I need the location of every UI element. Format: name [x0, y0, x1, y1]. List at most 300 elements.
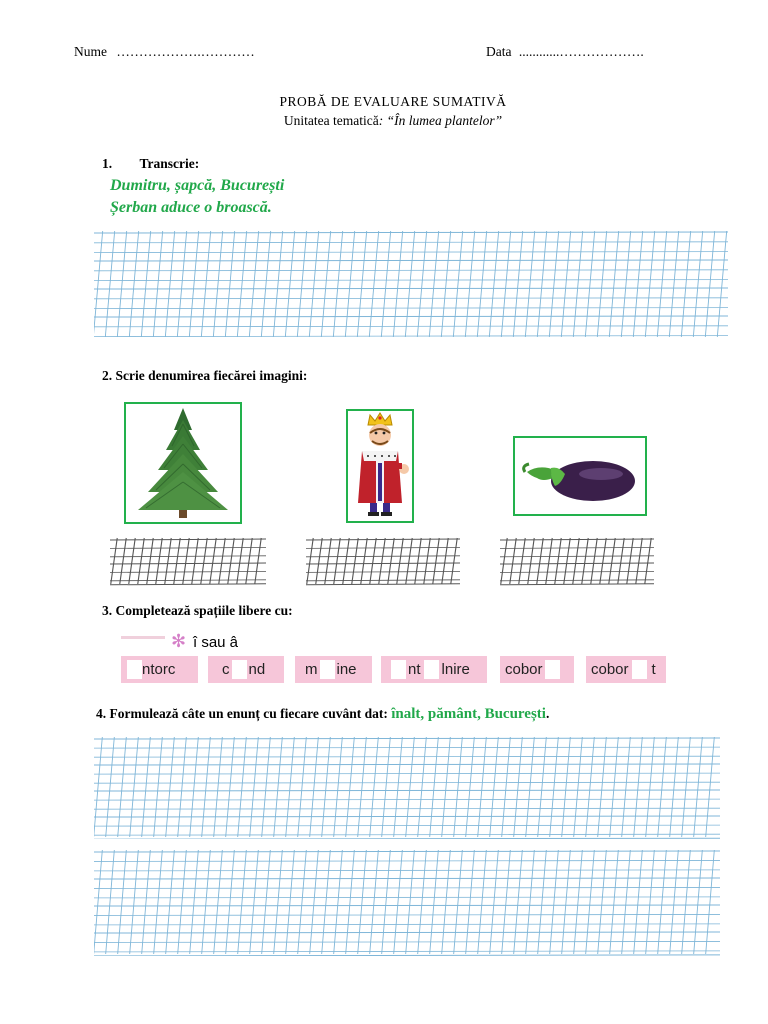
ruling-line: [645, 538, 651, 584]
ruling-line: [478, 850, 487, 954]
ruling-line: [156, 538, 162, 584]
ruling-line: [352, 538, 358, 584]
ruling-line: [226, 850, 235, 954]
ruling-line: [110, 571, 266, 572]
ruling-line: [555, 538, 561, 584]
ruling-line: [110, 580, 266, 581]
eggplant-image-frame: [513, 436, 647, 516]
ruling-line: [94, 870, 720, 871]
ruling-line: [297, 231, 306, 337]
ruling-line: [681, 231, 690, 337]
ruling-line: [202, 850, 211, 954]
ruling-line: [201, 538, 207, 584]
ruling-line: [117, 231, 126, 337]
ruling-line: [94, 799, 720, 800]
blank-field[interactable]: [632, 660, 647, 679]
ruling-line: [693, 231, 702, 337]
blank-field[interactable]: [232, 660, 247, 679]
word-part: lnire: [441, 661, 470, 678]
ruling-line: [562, 850, 571, 954]
ruling-line: [120, 538, 126, 584]
ruling-line: [369, 231, 378, 337]
ruling-line: [621, 231, 630, 337]
ruling-lines: [110, 536, 266, 586]
ruling-line: [597, 231, 606, 337]
q2-writing-lines-king[interactable]: [306, 536, 460, 586]
ruling-line: [249, 231, 258, 337]
ruling-line: [477, 231, 486, 337]
ruling-line: [358, 737, 367, 837]
ruling-line: [307, 538, 313, 584]
ruling-line: [706, 850, 715, 954]
ruling-line: [415, 538, 421, 584]
ruling-line: [178, 737, 187, 837]
ruling-line: [634, 850, 643, 954]
ruling-line: [514, 850, 523, 954]
ruling-line: [406, 737, 415, 837]
ruling-line: [573, 231, 582, 337]
ruling-line: [574, 850, 583, 954]
word-chip-3: [295, 656, 372, 683]
ruling-line: [334, 538, 340, 584]
subtitle-theme: : “În lumea plantelor”: [378, 113, 503, 128]
ruling-line: [166, 850, 175, 954]
q4-writing-lines-1[interactable]: [94, 735, 720, 839]
ruling-line: [622, 737, 631, 837]
ruling-line: [154, 737, 163, 837]
ruling-line: [129, 231, 138, 337]
ruling-line: [214, 737, 223, 837]
ruling-line: [694, 850, 703, 954]
ruling-line: [118, 850, 127, 954]
ruling-line: [394, 850, 403, 954]
ruling-line: [94, 242, 728, 243]
ruling-line: [465, 231, 474, 337]
ruling-line: [129, 538, 135, 584]
word-part: cobor: [505, 661, 543, 678]
ruling-line: [562, 737, 571, 837]
ruling-line: [609, 538, 615, 584]
blank-field[interactable]: [545, 660, 560, 679]
ruling-line: [490, 737, 499, 837]
ruling-line: [94, 260, 728, 261]
ruling-line: [94, 878, 720, 879]
ruling-line: [633, 231, 642, 337]
ruling-line: [500, 571, 654, 572]
word-chip-5: [500, 656, 574, 683]
ruling-line: [586, 737, 595, 837]
ruling-line: [94, 298, 728, 299]
ruling-line: [600, 538, 606, 584]
ruling-line: [309, 231, 318, 337]
ruling-line: [213, 231, 222, 337]
ruling-line: [406, 538, 412, 584]
ruling-line: [94, 838, 720, 839]
ruling-line: [478, 737, 487, 837]
ruling-line: [94, 231, 103, 337]
ruling-lines: [306, 536, 460, 586]
q1-text-line-2: Șerban aduce o broască.: [110, 199, 272, 216]
ruling-line: [382, 850, 391, 954]
ruling-line: [433, 538, 439, 584]
word-part: m: [305, 661, 318, 678]
ruling-line: [141, 231, 150, 337]
ruling-line: [489, 231, 498, 337]
ruling-line: [598, 850, 607, 954]
ruling-line: [346, 737, 355, 837]
ruling-line: [598, 737, 607, 837]
ruling-line: [706, 737, 715, 837]
ruling-line: [94, 252, 728, 253]
ruling-line: [646, 737, 655, 837]
fir-tree-image-frame: [124, 402, 242, 524]
ruling-line: [537, 231, 546, 337]
ruling-line: [306, 547, 460, 548]
q2-heading: 2. Scrie denumirea fiecărei imagini:: [102, 368, 308, 383]
ruling-line: [519, 538, 525, 584]
page-title: PROBĂ DE EVALUARE SUMATIVĂ: [279, 94, 507, 109]
ruling-line: [513, 231, 522, 337]
ruling-line: [226, 737, 235, 837]
ruling-line: [321, 231, 330, 337]
ruling-line: [502, 850, 511, 954]
ruling-line: [466, 850, 475, 954]
ruling-line: [190, 850, 199, 954]
ruling-line: [453, 231, 462, 337]
ruling-line: [424, 538, 430, 584]
ruling-line: [334, 737, 343, 837]
ruling-line: [500, 539, 654, 540]
ruling-line: [306, 571, 460, 572]
ruling-line: [379, 538, 385, 584]
ruling-line: [177, 231, 186, 337]
ruling-line: [106, 737, 115, 837]
q1-heading: [102, 156, 199, 172]
subtitle-prefix: Unitatea tematică: [283, 113, 379, 128]
q2-writing-lines-eggplant[interactable]: [500, 536, 654, 586]
ruling-line: [111, 538, 117, 584]
ruling-line: [561, 231, 570, 337]
ruling-line: [658, 737, 667, 837]
ruling-lines: [94, 735, 720, 839]
ruling-line: [582, 538, 588, 584]
ruling-line: [586, 850, 595, 954]
flower-icon: ✻: [171, 631, 187, 652]
ruling-line: [418, 850, 427, 954]
q1-text-line-1: Dumitru, șapcă, București: [110, 177, 285, 194]
q4-writing-lines-2[interactable]: [94, 848, 720, 956]
ruling-line: [537, 538, 543, 584]
ruling-line: [550, 737, 559, 837]
ruling-line: [94, 850, 102, 954]
ruling-line: [274, 737, 283, 837]
ruling-line: [94, 280, 728, 281]
ruling-line: [316, 538, 322, 584]
word-part: nt: [408, 661, 421, 678]
ruling-line: [285, 231, 294, 337]
ruling-line: [202, 737, 211, 837]
blank-field[interactable]: [391, 660, 406, 679]
ruling-line: [310, 850, 319, 954]
ruling-line: [138, 538, 144, 584]
ruling-line: [201, 231, 210, 337]
ruling-line: [343, 538, 349, 584]
q1-label: Transcrie:: [139, 156, 200, 171]
ruling-line: [306, 580, 460, 581]
name-label: Nume: [74, 44, 107, 59]
ruling-line: [174, 538, 180, 584]
ruling-line: [622, 850, 631, 954]
ruling-line: [94, 924, 720, 925]
blank-field[interactable]: [127, 660, 142, 679]
ruling-line: [306, 563, 460, 564]
blank-field[interactable]: [424, 660, 439, 679]
fir-tree-icon: [126, 404, 240, 522]
ruling-line: [490, 850, 499, 954]
ruling-line: [669, 231, 678, 337]
q2-writing-lines-tree[interactable]: [110, 536, 266, 586]
ruling-line: [110, 563, 266, 564]
ruling-line: [500, 563, 654, 564]
ruling-line: [273, 231, 282, 337]
ruling-line: [370, 850, 379, 954]
eggplant-icon: [515, 438, 645, 514]
ruling-line: [658, 850, 667, 954]
date-label: Data: [486, 44, 512, 59]
ruling-line: [322, 737, 331, 837]
ruling-line: [430, 737, 439, 837]
ruling-line: [298, 850, 307, 954]
word-chip-1: [121, 656, 198, 683]
ruling-line: [94, 764, 720, 765]
ruling-line: [388, 538, 394, 584]
q4-words: înalt, pământ, București: [391, 706, 546, 722]
ruling-line: [94, 914, 720, 915]
ruling-line: [382, 737, 391, 837]
ruling-line: [142, 737, 151, 837]
ruling-line: [306, 539, 460, 540]
ruling-line: [430, 850, 439, 954]
ruling-line: [526, 850, 535, 954]
ruling-line: [94, 232, 728, 233]
date-dots: ............……………….: [518, 44, 644, 59]
ruling-line: [618, 538, 624, 584]
ruling-line: [500, 580, 654, 581]
ruling-line: [454, 737, 463, 837]
ruling-line: [538, 737, 547, 837]
q1-writing-lines[interactable]: [94, 229, 728, 339]
ruling-line: [646, 850, 655, 954]
ruling-lines: [500, 536, 654, 586]
ruling-line: [525, 231, 534, 337]
ruling-line: [262, 850, 271, 954]
ruling-line: [94, 860, 720, 861]
word-part: c: [222, 661, 230, 678]
ruling-line: [406, 850, 415, 954]
q4-label: 4. Formulează câte un enunț cu fiecare cuvânt dat:: [96, 706, 392, 721]
blank-field[interactable]: [320, 660, 335, 679]
word-part: nd: [248, 661, 266, 678]
ruling-line: [237, 538, 243, 584]
ruling-line: [94, 851, 720, 852]
ruling-line: [502, 737, 511, 837]
ruling-line: [682, 850, 691, 954]
ruling-line: [261, 231, 270, 337]
ruling-line: [189, 231, 198, 337]
ruling-line: [310, 737, 319, 837]
q4-heading: [96, 706, 549, 723]
word-chip-2: [208, 656, 284, 683]
ruling-line: [361, 538, 367, 584]
ruling-line: [153, 231, 162, 337]
ruling-line: [94, 808, 720, 809]
page-subtitle: [0, 113, 768, 129]
ruling-lines: [94, 848, 720, 956]
ruling-line: [130, 850, 139, 954]
ruling-line: [670, 850, 679, 954]
option-bar: [121, 636, 165, 639]
word-chip-4: [381, 656, 487, 683]
ruling-line: [110, 556, 266, 557]
ruling-line: [94, 288, 728, 289]
option-label: î sau â: [193, 634, 239, 651]
ruling-line: [694, 737, 703, 837]
ruling-line: [538, 850, 547, 954]
ruling-line: [262, 737, 271, 837]
ruling-line: [670, 737, 679, 837]
ruling-line: [528, 538, 534, 584]
ruling-line: [429, 231, 438, 337]
ruling-line: [610, 737, 619, 837]
ruling-line: [165, 231, 174, 337]
ruling-line: [500, 547, 654, 548]
ruling-line: [370, 538, 376, 584]
ruling-line: [574, 737, 583, 837]
ruling-line: [210, 538, 216, 584]
ruling-line: [442, 850, 451, 954]
ruling-line: [325, 538, 331, 584]
ruling-line: [610, 850, 619, 954]
ruling-line: [585, 231, 594, 337]
ruling-line: [118, 737, 127, 837]
q3-heading: 3. Completează spațiile libere cu:: [102, 603, 293, 618]
ruling-line: [334, 850, 343, 954]
ruling-line: [214, 850, 223, 954]
ruling-line: [500, 584, 654, 585]
ruling-line: [94, 887, 720, 888]
ruling-line: [717, 231, 726, 337]
ruling-line: [238, 737, 247, 837]
ruling-line: [246, 538, 252, 584]
ruling-line: [94, 308, 728, 309]
ruling-line: [333, 231, 342, 337]
ruling-line: [514, 737, 523, 837]
ruling-line: [442, 538, 448, 584]
ruling-line: [286, 737, 295, 837]
ruling-line: [346, 850, 355, 954]
ruling-line: [178, 850, 187, 954]
ruling-line: [298, 737, 307, 837]
ruling-line: [94, 834, 720, 835]
ruling-line: [192, 538, 198, 584]
ruling-line: [441, 231, 450, 337]
ruling-line: [501, 231, 510, 337]
ruling-line: [549, 231, 558, 337]
ruling-line: [397, 538, 403, 584]
date-field: [486, 44, 644, 60]
ruling-line: [705, 231, 714, 337]
ruling-line: [94, 773, 720, 774]
ruling-line: [682, 737, 691, 837]
word-part: t: [651, 661, 656, 678]
q4-period: .: [545, 706, 550, 721]
ruling-line: [418, 737, 427, 837]
ruling-line: [466, 737, 475, 837]
word-part: ntorc: [142, 661, 176, 678]
ruling-line: [501, 538, 507, 584]
name-field: [74, 44, 255, 60]
ruling-line: [94, 951, 720, 952]
ruling-lines: [94, 229, 728, 339]
ruling-line: [634, 737, 643, 837]
ruling-line: [166, 737, 175, 837]
king-icon: [348, 411, 412, 521]
ruling-line: [370, 737, 379, 837]
ruling-line: [564, 538, 570, 584]
ruling-line: [393, 231, 402, 337]
ruling-line: [237, 231, 246, 337]
ruling-line: [394, 737, 403, 837]
ruling-line: [154, 850, 163, 954]
ruling-line: [381, 231, 390, 337]
ruling-line: [147, 538, 153, 584]
ruling-line: [190, 737, 199, 837]
ruling-line: [228, 538, 234, 584]
name-dots: ……………….…………: [116, 44, 255, 59]
ruling-line: [627, 538, 633, 584]
ruling-line: [238, 850, 247, 954]
ruling-line: [250, 850, 259, 954]
king-image-frame: [346, 409, 414, 523]
ruling-line: [130, 737, 139, 837]
ruling-line: [219, 538, 225, 584]
ruling-line: [106, 850, 115, 954]
ruling-line: [94, 737, 102, 837]
ruling-line: [165, 538, 171, 584]
ruling-line: [550, 850, 559, 954]
ruling-line: [510, 538, 516, 584]
ruling-line: [274, 850, 283, 954]
ruling-line: [306, 584, 460, 585]
word-part: cobor: [591, 661, 629, 678]
ruling-line: [442, 737, 451, 837]
q1-number: 1.: [102, 156, 113, 171]
ruling-line: [94, 756, 720, 757]
ruling-line: [142, 850, 151, 954]
ruling-line: [94, 747, 720, 748]
ruling-line: [225, 231, 234, 337]
ruling-line: [657, 231, 666, 337]
ruling-line: [645, 231, 654, 337]
ruling-line: [94, 326, 728, 327]
ruling-line: [417, 231, 426, 337]
word-chip-6: [586, 656, 666, 683]
ruling-line: [322, 850, 331, 954]
ruling-line: [94, 955, 720, 956]
ruling-line: [405, 231, 414, 337]
ruling-line: [357, 231, 366, 337]
ruling-line: [546, 538, 552, 584]
